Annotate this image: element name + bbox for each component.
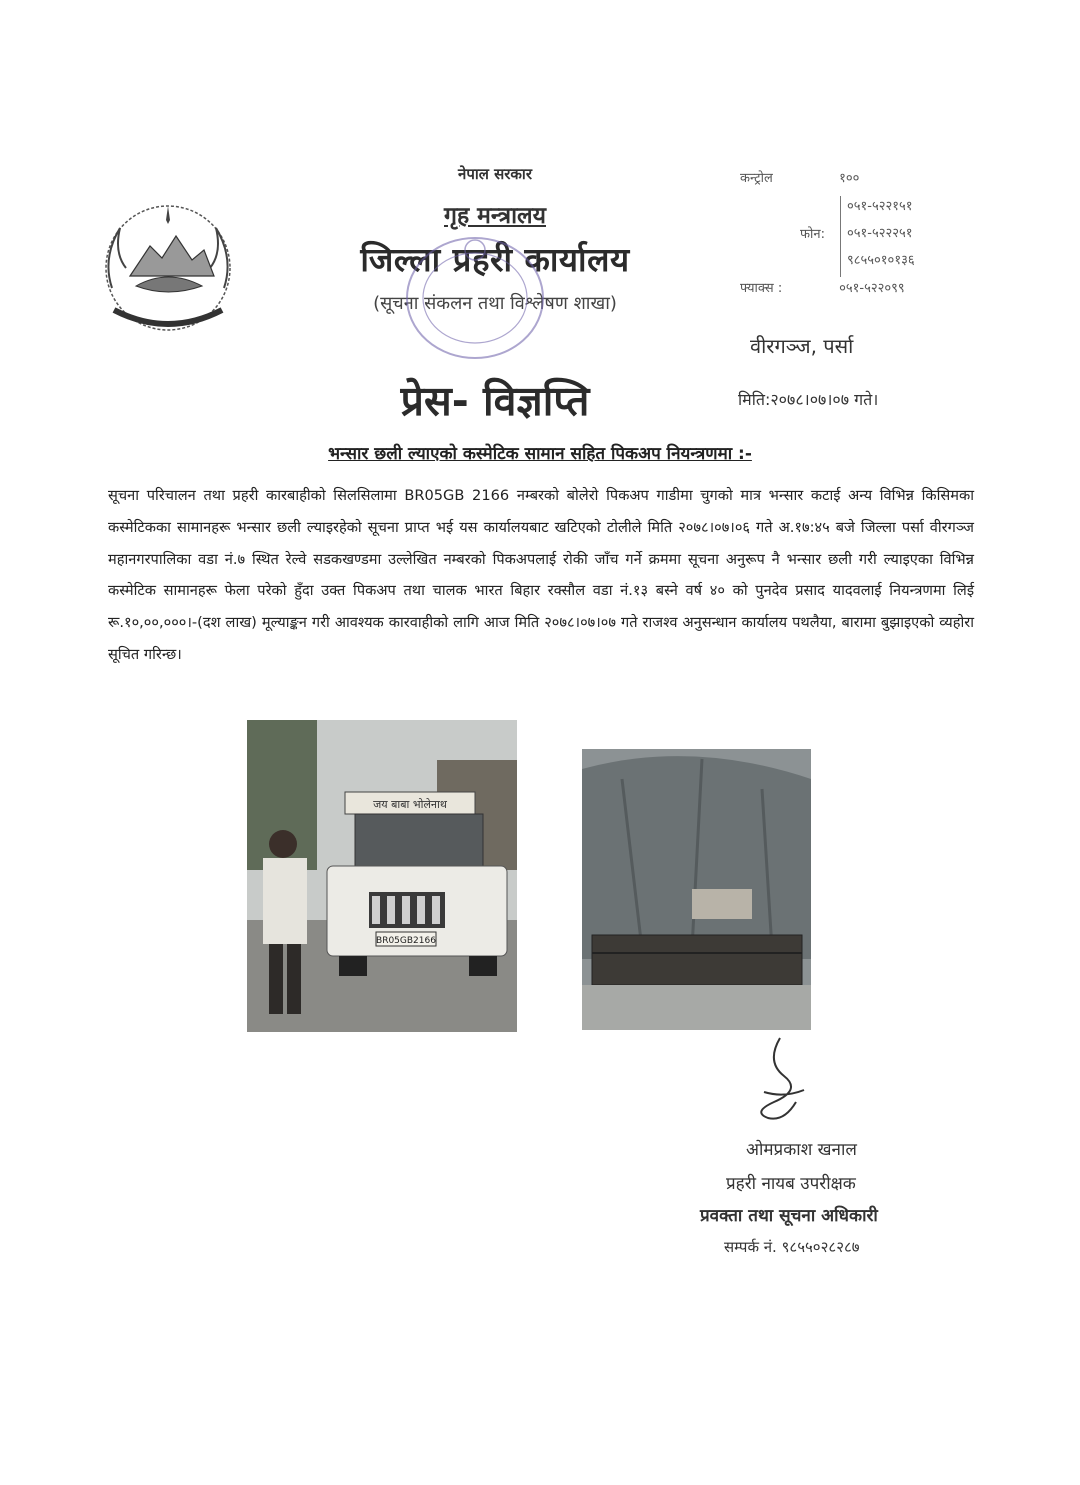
signatory-rank: प्रहरी नायब उपरीक्षक: [726, 1174, 856, 1194]
government-name: नेपाल सरकार: [458, 165, 532, 183]
ministry-name: गृह मन्त्रालय: [444, 203, 546, 229]
pickup-front-photo: [247, 720, 517, 1032]
subject-heading: [0, 441, 1080, 464]
branch-name: (सूचना संकलन तथा विश्लेषण शाखा): [373, 293, 617, 314]
number-plate-text: BR05GB2166: [376, 936, 436, 946]
vehicle-banner-text: जय बाबा भोलेनाथ: [373, 798, 447, 811]
control-number: १००: [839, 171, 860, 186]
phone-list: [840, 196, 915, 277]
signatory-name: ओमप्रकाश खनाल: [746, 1140, 857, 1160]
place: वीरगञ्ज, पर्सा: [750, 334, 854, 358]
control-label: कन्ट्रोल: [740, 171, 773, 186]
document-type: प्रेस- विज्ञप्ति: [400, 377, 590, 425]
fax-label: फ्याक्स :: [740, 281, 783, 296]
fax-number: ०५१-५२२०९९: [839, 281, 905, 296]
body-paragraph: सूचना परिचालन तथा प्रहरी कारबाहीको सिलसिलामा BR05GB 2166 नम्बरको बोलेरो पिकअप गाडीमा चुगको मात्र भन्सार कटाई अन्य विभिन्न किसिमका कस्मेटिकका सामानहरू भन्सार छली ल्याइरहेको सूचना प्राप्त भई यस कार्यालयबाट खटिएको टोलीले मिति २०७८।०७।०६ गते अ.१७:४५ बजे जिल्ला पर्सा वीरगञ्ज महानगरपालिका वडा नं.७ स्थित रेल्वे सडकखण्डमा उल्लेखित नम्बरको पिकअपलाई रोकी जाँच गर्ने क्रममा सूचना अनुरूप नै भन्सार छली गरी ल्याइएका विभिन्न कस्मेटिक सामानहरू फेला परेको हुँदा उक्त पिकअप तथा चालक भारत बिहार रक्सौल वडा नं.१३ बस्ने वर्ष ४० को पुनदेव प्रसाद यादवलाई नियन्त्रणमा लिई रू.१०,००,०००।-(दश लाख) मूल्याङ्कन गरी आवश्यक कारवाहीको लागि आज मिति २०७८।०७।०७ गते राजश्व अनुसन्धान कार्यालय पथलैया, बारामा बुझाइएको व्यहोरा सूचित गरिन्छ।: [108, 487, 974, 663]
pickup-cargo-photo: [582, 749, 811, 1030]
subject-text: भन्सार छली ल्याएको कस्मेटिक सामान सहित पिकअप नियन्त्रणमा :-: [328, 444, 752, 464]
office-stamp-icon: [400, 228, 550, 368]
date: मिति:२०७८।०७।०७ गते।: [738, 390, 879, 409]
phone-label: फोन:: [800, 227, 825, 242]
signatory-contact: सम्पर्क नं. ९८५५०२८२८७: [724, 1238, 860, 1256]
phone-number: ९८५५०१०१३६: [847, 253, 915, 268]
phone-number: ०५१-५२२१५१: [847, 199, 913, 214]
signatory-role: प्रवक्ता तथा सूचना अधिकारी: [700, 1206, 878, 1226]
signature-icon: [744, 1032, 814, 1132]
office-name: जिल्ला प्रहरी कार्यालय: [360, 240, 630, 279]
nepal-emblem-icon: [92, 198, 244, 340]
phone-number: ०५१-५२२२५१: [847, 226, 913, 241]
